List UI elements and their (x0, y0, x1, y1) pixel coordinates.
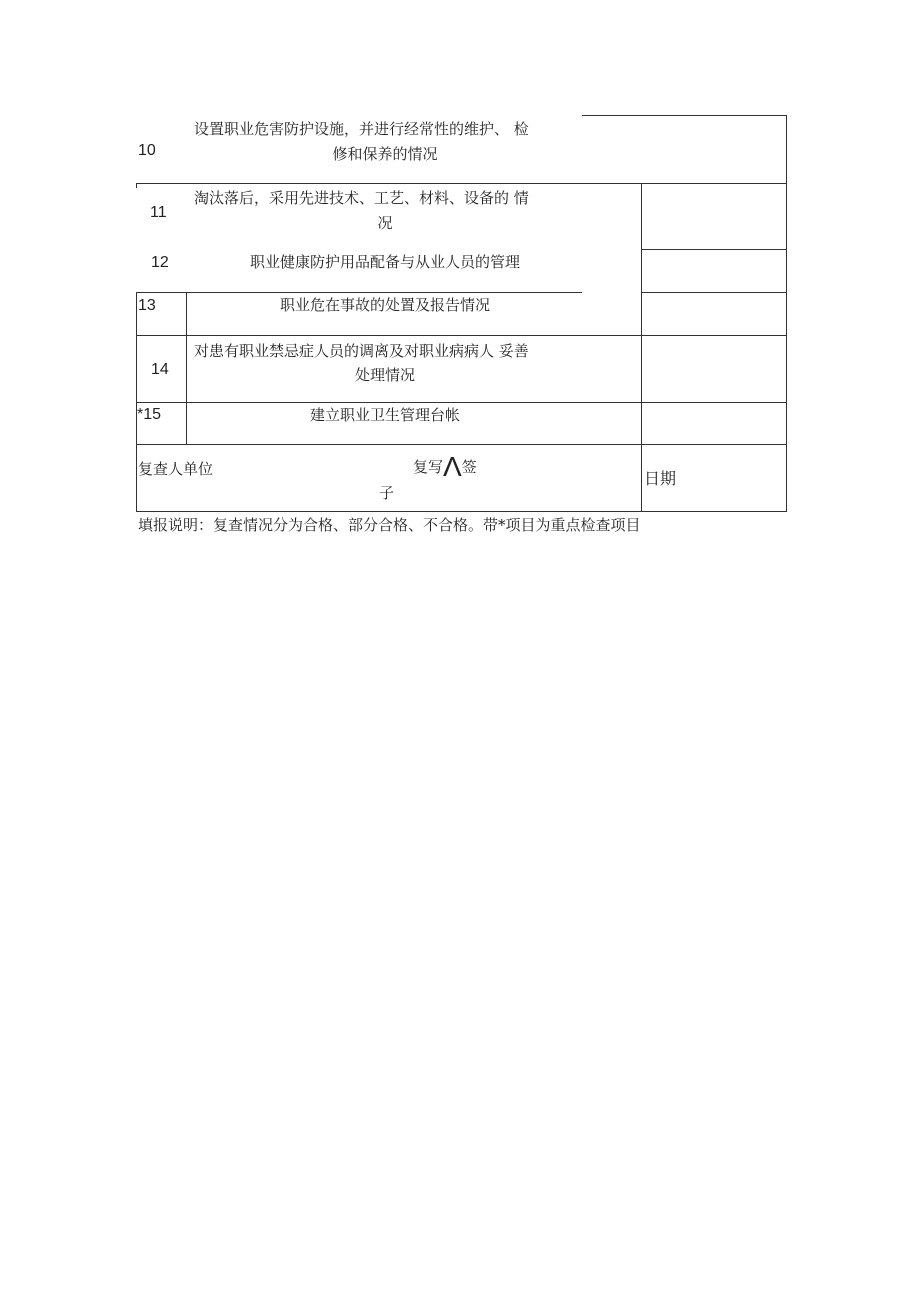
table-border-bottom (136, 511, 787, 512)
row-number: 14 (151, 361, 169, 378)
row-item-text: 对患有职业禁忌症人员的调离及对职业病病人 妥善 (194, 342, 529, 360)
row-item-text: 建立职业卫生管理台帐 (309, 406, 460, 424)
signature-prefix: 复写 (413, 458, 444, 476)
row-divider-12-right (641, 292, 787, 293)
row-item-text: 职业危在事故的处置及报告情况 (279, 296, 490, 314)
signature-label (413, 451, 477, 483)
row-divider-14 (136, 402, 787, 403)
row-number: 12 (151, 254, 169, 271)
row-item-text: 职业健康防护用品配备与从业人员的管理 (249, 253, 520, 271)
row-item-text: 淘汰落后，采用先进技术、工艺、材料、设备的 情 (194, 189, 529, 207)
filling-instructions: 填报说明：复查情况分为合格、部分合格、不合格。带*项目为重点检查项目 (138, 516, 641, 534)
table-border-left-upper (136, 183, 137, 188)
row-item-text-continued: 况 (377, 214, 393, 232)
row-item-text: 设置职业危害防护设施，并进行经常性的维护、 检 (194, 120, 529, 138)
row-divider-13 (136, 335, 787, 336)
signature-label-continued: 子 (379, 484, 395, 502)
reviewer-unit-label: 复查人单位 (138, 460, 214, 478)
column-divider-number (186, 292, 187, 444)
row-divider-11 (641, 249, 787, 250)
row-item-text-continued: 处理情况 (354, 366, 415, 384)
row-number: 11 (150, 204, 167, 221)
date-label: 日期 (644, 471, 677, 488)
row-number: *15 (137, 406, 162, 423)
signature-suffix: 签 (461, 458, 477, 476)
row-divider-10 (136, 183, 787, 184)
table-border-top (582, 115, 787, 116)
row-item-text-continued: 修和保养的情况 (332, 145, 438, 163)
row-divider-15 (136, 444, 787, 445)
signature-mark: Λ (443, 451, 462, 482)
row-divider-12 (136, 292, 582, 293)
row-number: 13 (138, 297, 156, 314)
table-border-right (786, 115, 787, 512)
column-divider-status (641, 183, 642, 512)
row-number: 10 (138, 142, 156, 159)
